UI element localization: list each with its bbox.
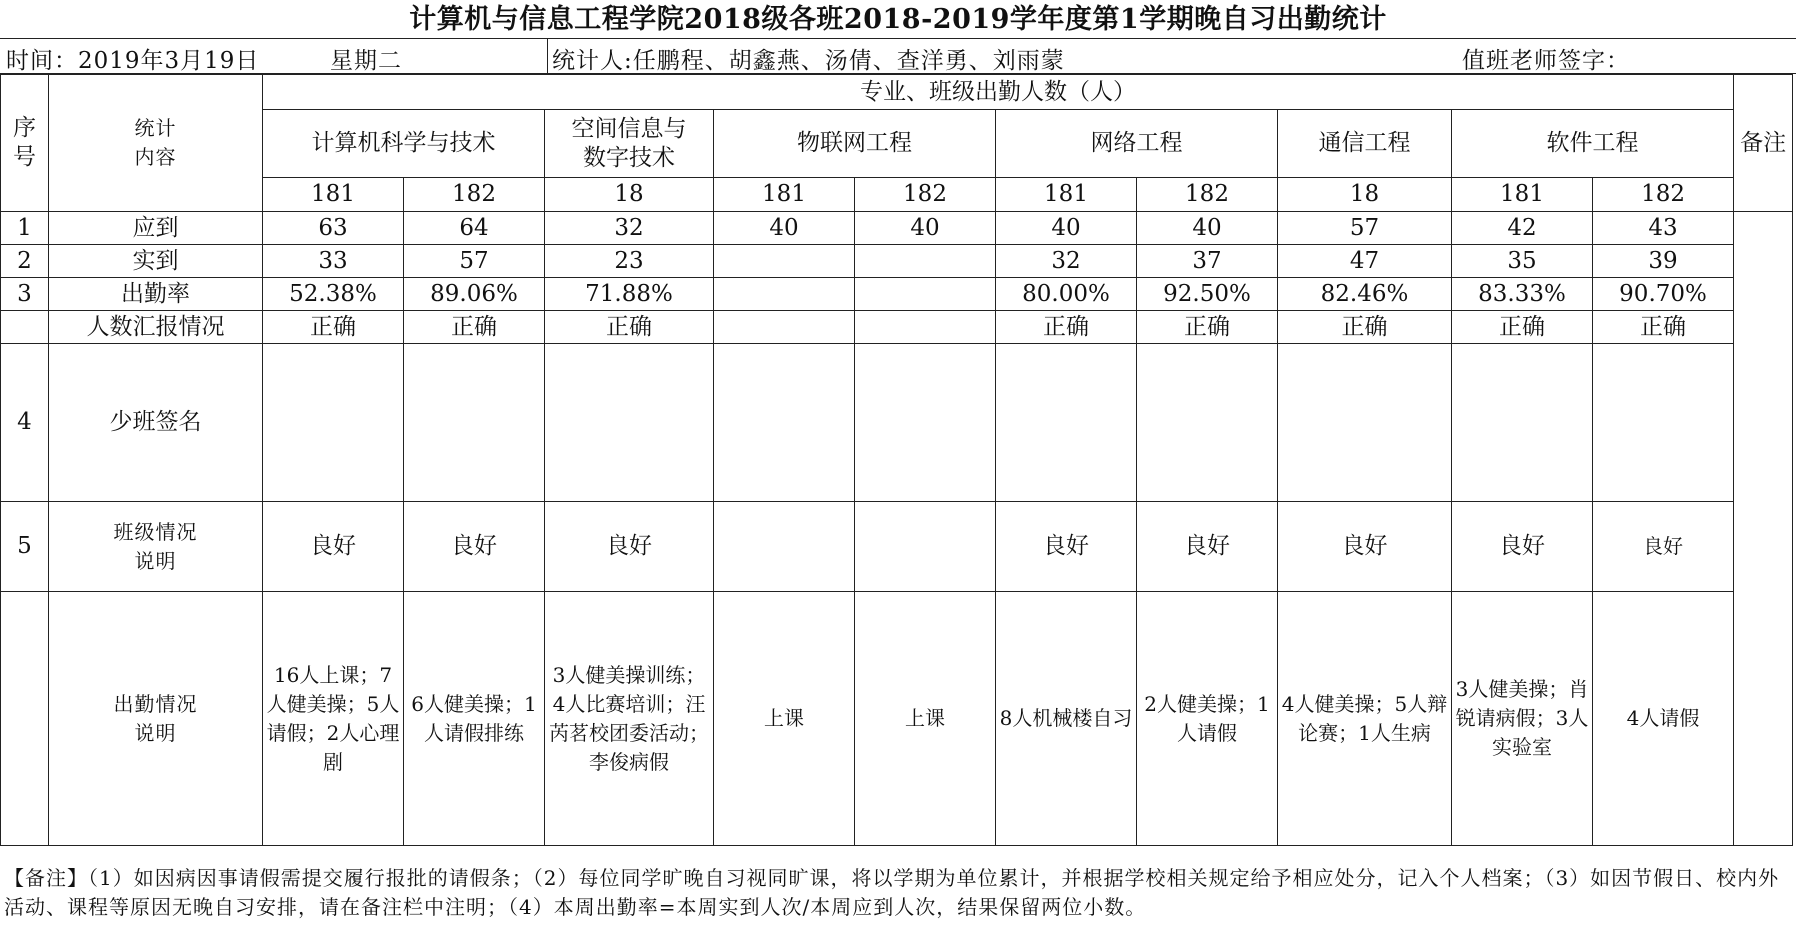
data-cell: 良好: [404, 502, 545, 592]
class-header: 18: [545, 178, 714, 212]
data-cell: 35: [1452, 245, 1593, 278]
data-cell: 32: [996, 245, 1137, 278]
attendance-note: 2人健美操；1人请假: [1137, 592, 1278, 846]
data-cell: 40: [855, 212, 996, 245]
data-cell: 80.00%: [996, 278, 1137, 311]
data-cell: [855, 502, 996, 592]
footnote-remarks: 【备注】（1）如因病因事请假需提交履行报批的请假条；（2）每位同学旷晚自习视同旷课，将以学期为单位累计，并根据学校相关规定给予相应处分，记入个人档案；（3）如因节假日、校内外活动、课程等原因无晚自习安排，请在备注栏中注明；（4）本周出勤率=本周实到人次/本周应到人次，结果保留两位小数。: [4, 866, 1780, 919]
attendance-note: 上课: [855, 592, 996, 846]
data-cell: 正确: [404, 311, 545, 344]
row-seq: [1, 311, 49, 344]
attendance-group-header: 专业、班级出勤人数（人）: [263, 75, 1734, 110]
data-cell: 40: [714, 212, 855, 245]
header-row-group: [1, 75, 1793, 110]
table-row: [1, 344, 1793, 502]
class-header: 181: [263, 178, 404, 212]
data-cell: 37: [1137, 245, 1278, 278]
table-row: [1, 311, 1793, 344]
data-cell: 良好: [996, 502, 1137, 592]
data-cell: 63: [263, 212, 404, 245]
row-seq: 4: [1, 344, 49, 502]
major-header: 空间信息与 数字技术: [545, 110, 714, 178]
major-header: 通信工程: [1278, 110, 1452, 178]
data-cell: 90.70%: [1593, 278, 1734, 311]
data-cell: 良好: [1278, 502, 1452, 592]
data-cell: 良好: [1452, 502, 1593, 592]
attendance-table: [0, 74, 1793, 846]
signature-cell: [714, 344, 855, 502]
data-cell: [855, 245, 996, 278]
attendance-note: 8人机械楼自习: [996, 592, 1137, 846]
content-header: 统计 内容: [49, 75, 263, 212]
data-cell: 40: [1137, 212, 1278, 245]
major-header: 计算机科学与技术: [263, 110, 545, 178]
data-cell: 52.38%: [263, 278, 404, 311]
class-header: 181: [996, 178, 1137, 212]
row-label: 少班签名: [49, 344, 263, 502]
data-cell: 正确: [1278, 311, 1452, 344]
data-cell: 23: [545, 245, 714, 278]
data-cell: [714, 278, 855, 311]
data-cell: 正确: [1593, 311, 1734, 344]
row-label: 出勤率: [49, 278, 263, 311]
data-cell: 正确: [996, 311, 1137, 344]
major-header: 软件工程: [1452, 110, 1734, 178]
header-row-classes: [1, 178, 1793, 212]
weekday-field: 星期二: [330, 48, 402, 74]
signature-cell: [1452, 344, 1593, 502]
data-cell: [714, 245, 855, 278]
data-cell: 83.33%: [1452, 278, 1593, 311]
date-field: 时间：2019年3月19日: [6, 48, 260, 74]
data-cell: [855, 311, 996, 344]
row-label: 人数汇报情况: [49, 311, 263, 344]
table-row: [1, 592, 1793, 846]
data-cell: 82.46%: [1278, 278, 1452, 311]
class-header: 182: [855, 178, 996, 212]
data-cell: 57: [1278, 212, 1452, 245]
seq-header: 序号: [1, 75, 49, 212]
class-header: 182: [1137, 178, 1278, 212]
data-cell: 33: [263, 245, 404, 278]
data-cell: 正确: [1452, 311, 1593, 344]
attendance-note: 6人健美操；1人请假排练: [404, 592, 545, 846]
data-cell: 57: [404, 245, 545, 278]
data-cell: 良好: [1593, 502, 1734, 592]
data-cell: 良好: [1137, 502, 1278, 592]
row-seq: [1, 592, 49, 846]
signature-cell: [1137, 344, 1278, 502]
data-cell: [714, 502, 855, 592]
teacher-signature-field: 值班老师签字：: [1462, 48, 1630, 74]
class-header: 181: [1452, 178, 1593, 212]
data-cell: 正确: [545, 311, 714, 344]
signature-cell: [1278, 344, 1452, 502]
data-cell: 43: [1593, 212, 1734, 245]
signature-cell: [263, 344, 404, 502]
table-row: [1, 245, 1793, 278]
signature-cell: [1593, 344, 1734, 502]
attendance-note: 3人健美操训练；4人比赛培训；汪芮茗校团委活动；李俊病假: [545, 592, 714, 846]
row-seq: 5: [1, 502, 49, 592]
remarks-header: 备注: [1734, 75, 1793, 212]
data-cell: 71.88%: [545, 278, 714, 311]
table-row: [1, 212, 1793, 245]
data-cell: 47: [1278, 245, 1452, 278]
data-cell: 良好: [263, 502, 404, 592]
data-cell: 正确: [263, 311, 404, 344]
data-cell: 92.50%: [1137, 278, 1278, 311]
data-cell: [855, 278, 996, 311]
info-divider: [547, 39, 548, 73]
row-label: 班级情况 说明: [49, 502, 263, 592]
signature-cell: [996, 344, 1137, 502]
major-header: 物联网工程: [714, 110, 996, 178]
row-label: 实到: [49, 245, 263, 278]
class-header: 18: [1278, 178, 1452, 212]
data-cell: 89.06%: [404, 278, 545, 311]
attendance-note: 4人健美操；5人辩论赛；1人生病: [1278, 592, 1452, 846]
attendance-note: 16人上课；7人健美操；5人请假；2人心理剧: [263, 592, 404, 846]
data-cell: 64: [404, 212, 545, 245]
header-row-majors: [1, 110, 1793, 178]
remarks-cell: [1734, 212, 1793, 846]
row-seq: 1: [1, 212, 49, 245]
class-header: 182: [404, 178, 545, 212]
signature-cell: [855, 344, 996, 502]
attendance-note: 4人请假: [1593, 592, 1734, 846]
row-label: 应到: [49, 212, 263, 245]
row-seq: 2: [1, 245, 49, 278]
data-cell: 42: [1452, 212, 1593, 245]
major-header: 网络工程: [996, 110, 1278, 178]
class-header: 182: [1593, 178, 1734, 212]
row-label: 出勤情况 说明: [49, 592, 263, 846]
info-bar: [0, 38, 1796, 74]
data-cell: 32: [545, 212, 714, 245]
attendance-note: 3人健美操；肖锐请病假；3人实验室: [1452, 592, 1593, 846]
signature-cell: [545, 344, 714, 502]
table-row: [1, 502, 1793, 592]
data-cell: [714, 311, 855, 344]
data-cell: 正确: [1137, 311, 1278, 344]
class-header: 181: [714, 178, 855, 212]
data-cell: 40: [996, 212, 1137, 245]
attendance-note: 上课: [714, 592, 855, 846]
data-cell: 39: [1593, 245, 1734, 278]
row-seq: 3: [1, 278, 49, 311]
document-title: 计算机与信息工程学院2018级各班2018-2019学年度第1学期晚自习出勤统计: [409, 4, 1387, 35]
table-row: [1, 278, 1793, 311]
data-cell: 良好: [545, 502, 714, 592]
signature-cell: [404, 344, 545, 502]
recorders-field: 统计人:任鹏程、胡鑫燕、汤倩、查洋勇、刘雨蒙: [552, 48, 1065, 74]
